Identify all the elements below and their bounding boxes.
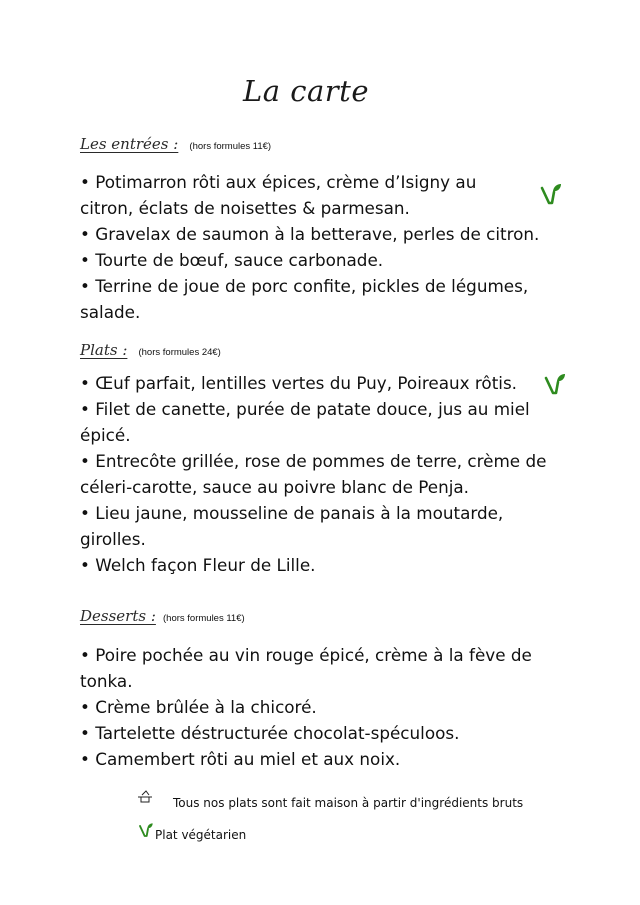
section-price-note: (hors formules 11€) [189,141,272,152]
menu-item-text: • Poire pochée au vin rouge épicé, crème à la fève de tonka. [80,645,532,691]
menu-item [80,746,570,772]
section-name: Les entrées : [80,135,179,153]
menu-item-text: • Tourte de bœuf, sauce carbonade. [80,250,383,270]
section-price-note: (hors formules 11€) [163,613,245,624]
menu-item-text: • Lieu jaune, mousseline de panais à la moutarde, girolles. [80,503,503,549]
menu-item [80,247,570,273]
menu-item [80,273,570,325]
menu-item-text: • Entrecôte grillée, rose de pommes de terre, crème de céleri-carotte, sauce au poivre blanc de Penja. [80,451,546,497]
legend-text: Plat végétarien [155,828,247,842]
menu-item [80,500,570,552]
menu-item-text: • Gravelax de saumon à la betterave, perles de citron. [80,224,539,244]
homemade-dish-icon [137,790,153,804]
menu-item-text: • Potimarron rôti aux épices, crème d’Isigny au citron, éclats de noisettes & parmesan. [80,172,476,218]
menu-item-text: • Terrine de joue de porc confite, pickles de légumes, salade. [80,276,528,322]
menu-item [80,370,570,396]
section-name: Desserts : [80,607,156,625]
section-price-note: (hors formules 24€) [138,347,221,358]
section-heading-entrees [80,134,271,153]
vegetarian-leaf-icon [544,372,566,396]
menu-item-text: • Tartelette déstructurée chocolat-spéculoos. [80,723,459,743]
menu-item [80,552,570,578]
menu-item-text: • Welch façon Fleur de Lille. [80,555,316,575]
menu-item-text: • Crème brûlée à la chicoré. [80,697,317,717]
entrees-list [80,169,570,325]
menu-item-text: • Camembert rôti au miel et aux noix. [80,749,400,769]
menu-item-text: • Œuf parfait, lentilles vertes du Puy, Poireaux rôtis. [80,373,517,393]
menu-item [80,720,570,746]
page-title: La carte [243,74,369,108]
legend-text: Tous nos plats sont fait maison à partir d'ingrédients bruts [173,796,524,810]
menu-item [80,221,570,247]
menu-item [80,694,570,720]
vegetarian-leaf-icon [540,182,562,206]
section-heading-desserts [80,606,245,625]
menu-item [80,642,570,694]
section-name: Plats : [80,341,128,359]
menu-item-text: • Filet de canette, purée de patate douce, jus au miel épicé. [80,399,530,445]
vegetarian-leaf-icon [138,822,154,838]
section-heading-plats [80,340,221,359]
desserts-list [80,642,570,772]
menu-item [80,396,570,448]
menu-item [80,448,570,500]
menu-item [80,169,520,221]
plats-list [80,370,570,578]
